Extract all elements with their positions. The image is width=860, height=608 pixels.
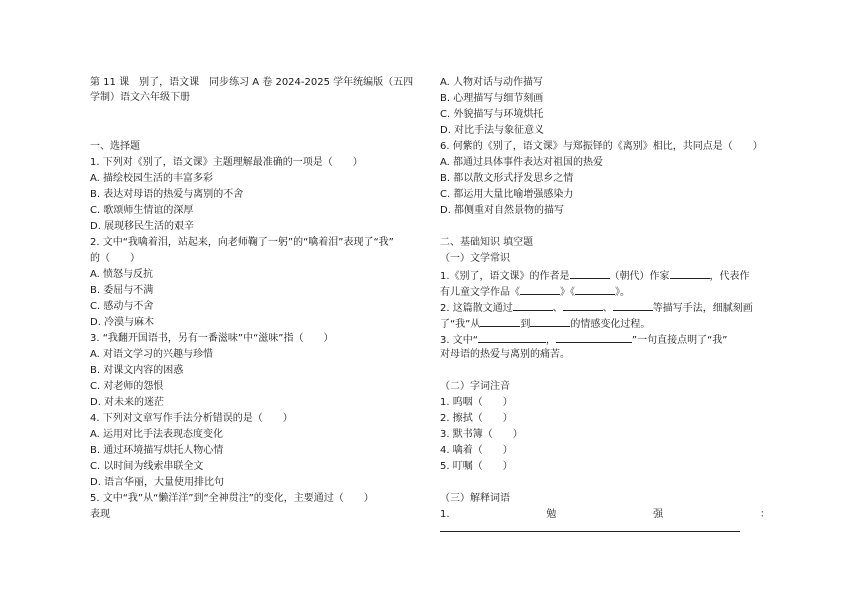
question-1-option-c: C. 歌颂师生情谊的深厚: [90, 205, 194, 216]
blank-technique-1[interactable]: [513, 300, 553, 311]
fill-question-1-line1: 1.《别了，语文课》的作者是 （朝代）作家 ，代表作: [440, 268, 750, 282]
blank-work-2[interactable]: [575, 284, 615, 295]
question-6-option-a: A. 都通过具体事件表达对祖国的热爱: [440, 157, 604, 168]
question-5-stem-line1: 5. 文中“我”从“懒洋洋”到“全神贯注”的变化，主要通过（ ）: [90, 493, 374, 504]
question-2-option-d: D. 冷漠与麻木: [90, 317, 155, 328]
question-4-option-c: C. 以时间为线索串联全文: [90, 461, 204, 472]
question-5-stem-line2: 表现: [90, 509, 110, 520]
question-2-option-a: A. 愤怒与反抗: [90, 269, 154, 280]
question-1-option-a: A. 描绘校园生活的丰富多彩: [90, 173, 214, 184]
worksheet-title-line2: 学制）语文六年级下册: [90, 92, 190, 103]
question-5-option-d: D. 对比手法与象征意义: [440, 125, 545, 136]
question-1-option-d: D. 展现移民生活的艰辛: [90, 221, 195, 232]
question-3-stem: 3. “我翻开国语书，另有一番滋味”中“滋味”指（ ）: [90, 333, 334, 344]
question-1-stem: 1. 下列对《别了，语文课》主题理解最准确的一项是（ ）: [90, 157, 363, 168]
question-3-option-a: A. 对语文学习的兴趣与珍惜: [90, 349, 214, 360]
subsection-heading-definitions: （三）解释词语: [440, 493, 510, 504]
pinyin-item-2[interactable]: 2. 擦拭（ ）: [440, 413, 513, 424]
question-1-option-b: B. 表达对母语的热爱与离别的不舍: [90, 189, 244, 200]
blank-quote-1[interactable]: [478, 332, 546, 343]
question-6-option-c: C. 都运用大量比喻增强感染力: [440, 189, 574, 200]
definition-answer-line[interactable]: [440, 531, 740, 532]
question-4-option-b: B. 通过环境描写烘托人物心情: [90, 445, 224, 456]
definition-item-1: 1. 勉 强 ：: [440, 509, 770, 520]
question-5-option-c: C. 外貌描写与环境烘托: [440, 109, 544, 120]
pinyin-item-5[interactable]: 5. 叮嘱（ ）: [440, 461, 513, 472]
blank-emotion-to[interactable]: [530, 316, 570, 327]
blank-technique-3[interactable]: [613, 300, 653, 311]
question-3-option-c: C. 对老师的怨恨: [90, 381, 164, 392]
question-3-option-d: D. 对未来的迷茫: [90, 397, 165, 408]
question-6-option-b: B. 都以散文形式抒发思乡之情: [440, 173, 574, 184]
question-2-option-c: C. 感动与不舍: [90, 301, 154, 312]
question-2-option-b: B. 委屈与不满: [90, 285, 154, 296]
question-4-option-a: A. 运用对比手法表现态度变化: [90, 429, 224, 440]
subsection-heading-pinyin: （二）字词注音: [440, 381, 510, 392]
blank-technique-2[interactable]: [563, 300, 603, 311]
blank-author[interactable]: [570, 268, 610, 279]
fill-question-2-line2: 了“我”从 到 的情感变化过程。: [440, 316, 650, 330]
question-3-option-b: B. 对课文内容的困惑: [90, 365, 184, 376]
fill-question-2-line1: 2. 这篇散文通过 、 、 等描写手法，细腻刻画: [440, 300, 753, 314]
pinyin-item-4[interactable]: 4. 噙着（ ）: [440, 445, 513, 456]
question-5-option-b: B. 心理描写与细节刻画: [440, 93, 544, 104]
question-5-option-a: A. 人物对话与动作描写: [440, 77, 544, 88]
question-2-stem-line2: 的（ ）: [90, 253, 140, 264]
blank-writer[interactable]: [670, 268, 710, 279]
section-heading-fill: 二、基础知识 填空题: [440, 237, 534, 248]
worksheet-title-line1: 第 11 课 别了，语文课 同步练习 A 卷 2024-2025 学年统编版（五四: [90, 77, 414, 88]
pinyin-item-1[interactable]: 1. 呜咽（ ）: [440, 397, 513, 408]
question-6-stem: 6. 何紫的《别了，语文课》与郑振铎的《离别》相比，共同点是（ ）: [440, 141, 763, 152]
question-4-stem: 4. 下列对文章写作手法分析错误的是（ ）: [90, 413, 293, 424]
fill-question-3-line1: 3. 文中“ ， ”一句直接点明了“我”: [440, 332, 727, 346]
question-6-option-d: D. 都侧重对自然景物的描写: [440, 205, 565, 216]
blank-work-1[interactable]: [520, 284, 560, 295]
question-2-stem-line1: 2. 文中“我噙着泪，站起来，向老师鞠了一躬”的“噙着泪”表现了“我”: [90, 237, 394, 248]
fill-question-3-line2: 对母语的热爱与离别的痛苦。: [440, 349, 570, 360]
pinyin-item-3[interactable]: 3. 默书簿（ ）: [440, 429, 523, 440]
fill-question-1-line2: 有儿童文学作品《 》《 》。: [440, 284, 630, 298]
blank-quote-2[interactable]: [556, 332, 632, 343]
section-heading-choice: 一、选择题: [90, 141, 140, 152]
blank-emotion-from[interactable]: [480, 316, 520, 327]
subsection-heading-literature: （一）文学常识: [440, 253, 510, 264]
question-4-option-d: D. 语言华丽，大量使用排比句: [90, 477, 225, 488]
